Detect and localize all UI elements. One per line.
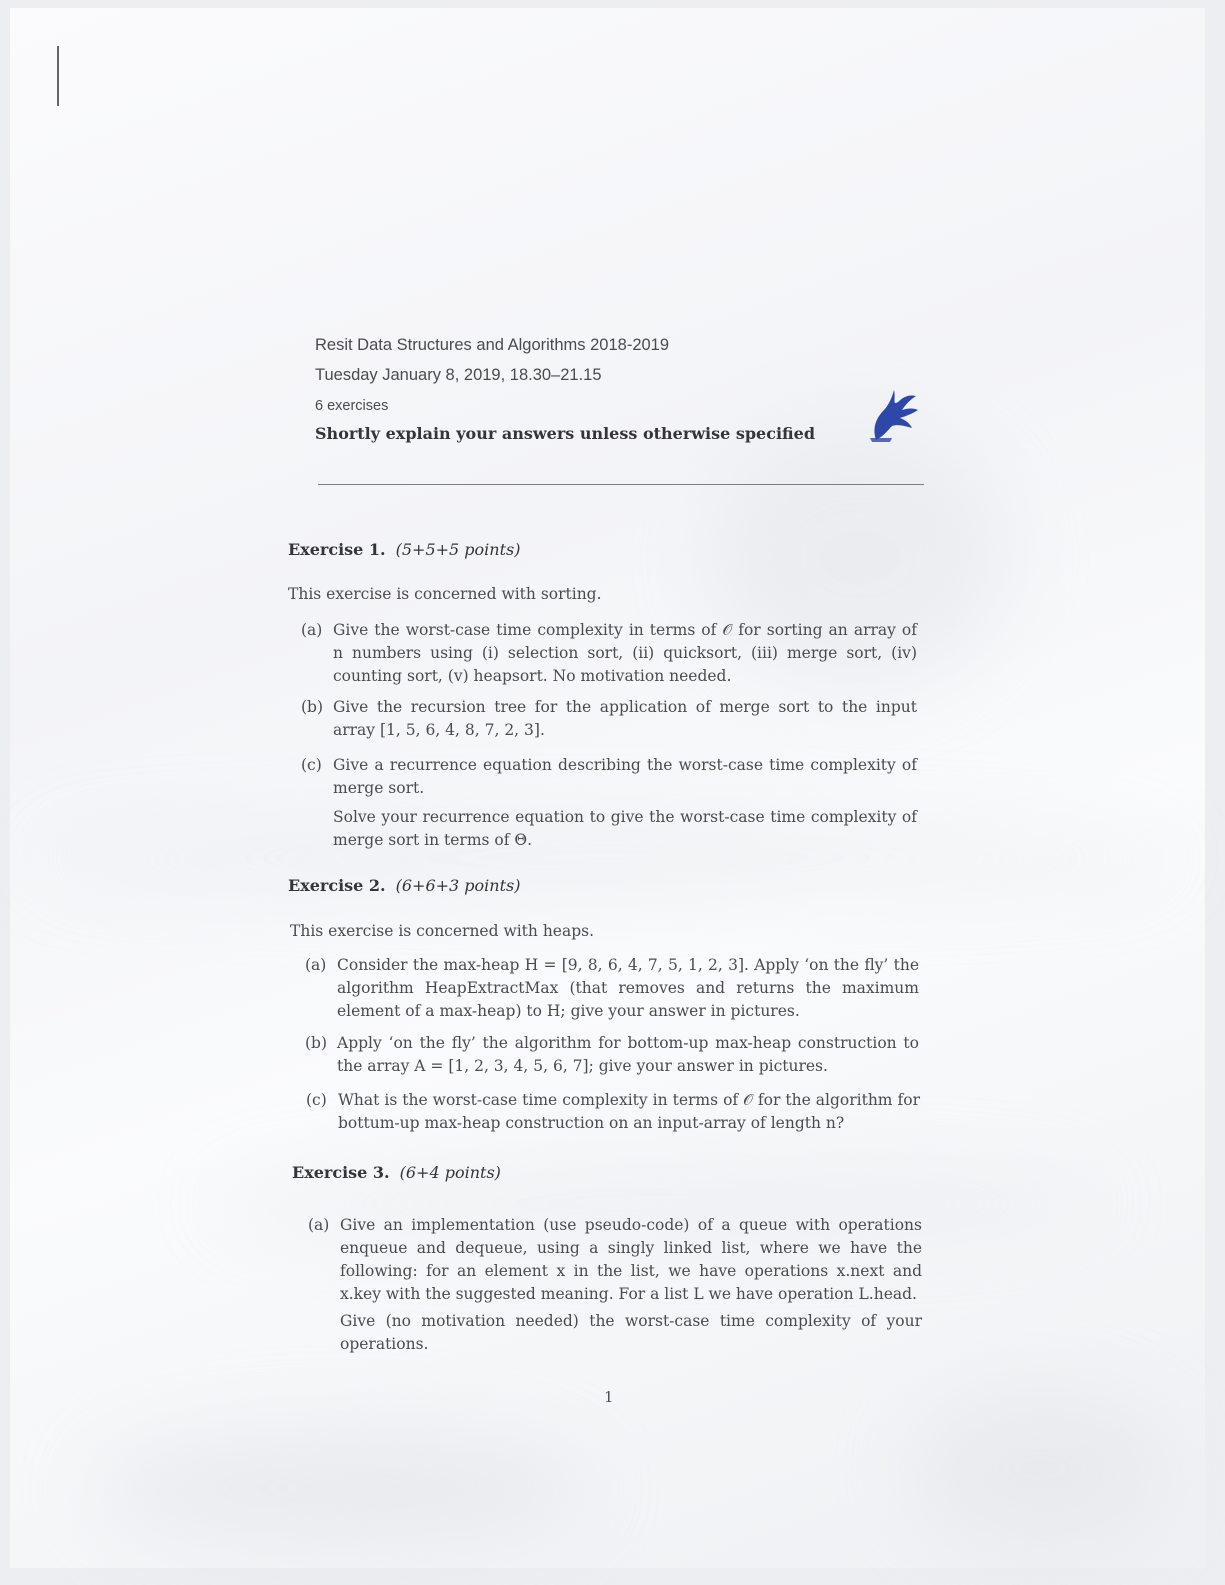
- part-text: Apply ‘on the fly’ the algorithm for bottom-up max-heap construction to the array A = [1, 2, 3, 4, 5, 6, 7]; give your answer in pictures.: [337, 1034, 919, 1075]
- part-text: Give the recursion tree for the application of merge sort to the input array [1, 5, 6, 4, 8, 7, 2, 3].: [333, 698, 917, 739]
- exercise1-part-c-continued: Solve your recurrence equation to give the worst-case time complexity of merge sort in terms of Θ.: [333, 808, 917, 849]
- exercise2-heading: [288, 876, 520, 895]
- exercise1-heading: [288, 540, 520, 559]
- exam-date-time: Tuesday January 8, 2019, 18.30–21.15: [315, 366, 602, 384]
- exercise2-intro: This exercise is concerned with heaps.: [290, 922, 595, 940]
- exercise3-title: Exercise 3.: [292, 1163, 390, 1182]
- exercise2-points: (6+6+3 points): [395, 876, 521, 895]
- part-text: Give the worst-case time complexity in terms of 𝒪 for sorting an array of n numbers using (i) selection sort, (ii) quicksort, (iii) merge sort, (iv) counting sort, (v) heapsort. No motivation needed.: [333, 621, 917, 685]
- part-text: Give an implementation (use pseudo-code) of a queue with operations enqueue and dequeue, using a singly linked list, where we have the following: for an element x in the list, we have operations x.next and x.key with the suggested meaning. For a list L we have operation L.head.: [340, 1216, 922, 1303]
- exercise1-part-a: [301, 619, 917, 688]
- part-label: (c): [306, 1091, 327, 1109]
- part-label: (b): [305, 1034, 328, 1052]
- university-logo-icon: [862, 384, 920, 446]
- course-title: Resit Data Structures and Algorithms 2018-2019: [315, 336, 670, 354]
- exercise3-part-a-continued: Give (no motivation needed) the worst-case time complexity of your operations.: [340, 1312, 922, 1353]
- page-number: 1: [604, 1388, 614, 1406]
- exercise1-points: (5+5+5 points): [395, 540, 521, 559]
- header-divider: [318, 484, 924, 485]
- exercise3-heading: [292, 1163, 501, 1182]
- exercise3-points: (6+4 points): [399, 1163, 501, 1182]
- exercise3-part-a: [308, 1214, 922, 1306]
- exercise2-part-b: [305, 1032, 919, 1078]
- part-text: Give a recurrence equation describing the worst-case time complexity of merge sort.: [333, 756, 917, 797]
- exercise-count: 6 exercises: [315, 398, 389, 414]
- exercise1-title: Exercise 1.: [288, 540, 386, 559]
- part-text: Consider the max-heap H = [9, 8, 6, 4, 7, 5, 1, 2, 3]. Apply ‘on the fly’ the algorithm HeapExtractMax (that removes and returns the maximum element of a max-heap) to H; give your answer in pictures.: [337, 956, 919, 1020]
- exercise1-part-b: [301, 696, 917, 742]
- exercise2-part-c: [306, 1089, 920, 1135]
- part-text: What is the worst-case time complexity in terms of 𝒪 for the algorithm for bottum-up max-heap construction on an input-array of length n?: [338, 1091, 920, 1132]
- instruction-line: Shortly explain your answers unless otherwise specified: [315, 424, 816, 443]
- exercise1-intro: This exercise is concerned with sorting.: [288, 585, 602, 603]
- exercise2-title: Exercise 2.: [288, 876, 386, 895]
- part-label: (a): [305, 956, 327, 974]
- exercise1-part-c: [301, 754, 917, 800]
- part-label: (a): [308, 1216, 330, 1234]
- exercise2-part-a: [305, 954, 919, 1023]
- part-label: (b): [301, 698, 324, 716]
- part-label: (a): [301, 621, 323, 639]
- scan-mark: [57, 46, 59, 106]
- part-label: (c): [301, 756, 322, 774]
